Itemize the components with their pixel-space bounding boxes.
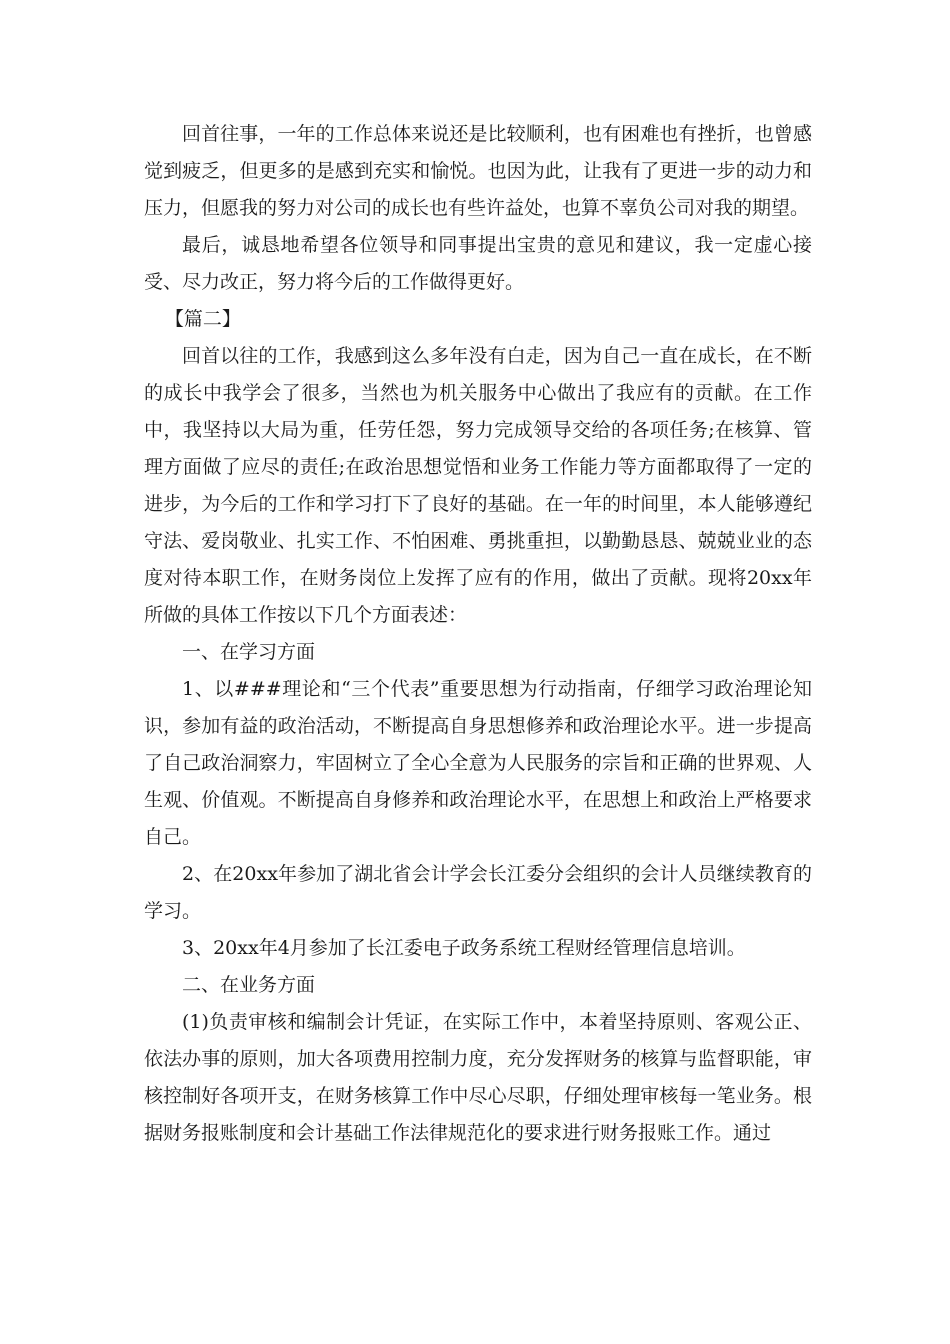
paragraph-2: 最后，诚恳地希望各位领导和同事提出宝贵的意见和建议，我一定虚心接受、尽力改正，努力将今后的工作做得更好。 bbox=[144, 234, 812, 293]
paragraph-3: 回首以往的工作，我感到这么多年没有白走，因为自己一直在成长，在不断的成长中我学会了很多，当然也为机关服务中心做出了我应有的贡献。在工作中，我坚持以大局为重，任劳任怨，努力完成领导交给的各项任务;在核算、管理方面做了应尽的责任;在政治思想觉悟和业务工作能力等方面都取得了一定的进步，为今后的工作和学习打下了良好的基础。在一年的时间里，本人能够遵纪守法、爱岗敬业、扎实工作、不怕困难、勇挑重担，以勤勤恳恳、兢兢业业的态度对待本职工作，在财务岗位上发挥了应有的作用，做出了贡献。现将20xx年所做的具体工作按以下几个方面表述： bbox=[144, 345, 812, 626]
paragraph-6: 3、20xx年4月参加了长江委电子政务系统工程财经管理信息培训。 bbox=[182, 937, 746, 959]
paragraph-1: 回首往事，一年的工作总体来说还是比较顺利，也有困难也有挫折，也曾感觉到疲乏，但更多的是感到充实和愉悦。也因为此，让我有了更进一步的动力和压力，但愿我的努力对公司的成长也有些许益处，也算不辜负公司对我的期望。 bbox=[144, 123, 812, 219]
document-body bbox=[144, 116, 812, 1152]
section-heading: 【篇二】 bbox=[164, 308, 241, 330]
paragraph-4: 1、以###理论和“三个代表”重要思想为行动指南，仔细学习政治理论知识，参加有益的政治活动，不断提高自身思想修养和政治理论水平。进一步提高了自己政治洞察力，牢固树立了全心全意为人民服务的宗旨和正确的世界观、人生观、价值观。不断提高自身修养和政治理论水平，在思想上和政治上严格要求自己。 bbox=[144, 678, 812, 848]
paragraph-7: (1)负责审核和编制会计凭证，在实际工作中，本着坚持原则、客观公正、依法办事的原则，加大各项费用控制力度，充分发挥财务的核算与监督职能，审核控制好各项开支，在财务核算工作中尽心尽职，仔细处理审核每一笔业务。根据财务报账制度和会计基础工作法律规范化的要求进行财务报账工作。通过 bbox=[144, 1011, 812, 1144]
subheading-study: 一、在学习方面 bbox=[182, 641, 316, 663]
subheading-business: 二、在业务方面 bbox=[182, 974, 316, 996]
paragraph-5: 2、在20xx年参加了湖北省会计学会长江委分会组织的会计人员继续教育的学习。 bbox=[144, 863, 812, 922]
